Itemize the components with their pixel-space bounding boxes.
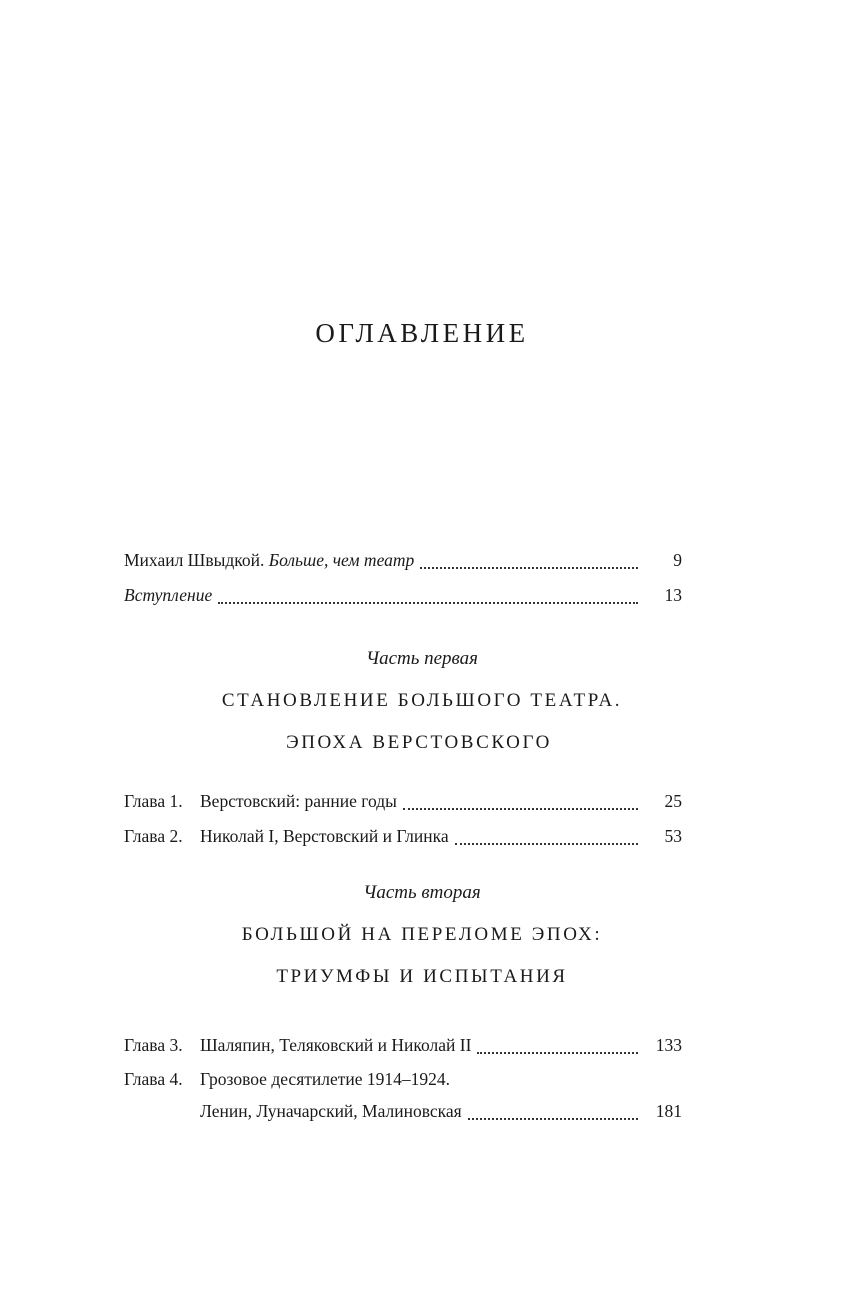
part-two-title-line-2: ТРИУМФЫ И ИСПЫТАНИЯ xyxy=(276,966,568,987)
toc-entry-text: Шаляпин, Теляковский и Николай II xyxy=(200,1035,472,1055)
dot-leader xyxy=(477,1052,638,1054)
dot-leader xyxy=(218,602,638,604)
toc-entry-foreword[interactable] xyxy=(124,550,682,576)
chapter-number: Глава 2. xyxy=(124,826,183,846)
toc-entry-text: Грозовое десятилетие 1914–1924. xyxy=(200,1069,451,1089)
toc-entry-chapter-1[interactable] xyxy=(124,791,682,817)
toc-entry-chapter-4-continuation[interactable] xyxy=(200,1101,682,1127)
toc-entry-chapter-3[interactable] xyxy=(124,1035,682,1061)
part-two-label: Часть вторая xyxy=(363,882,481,903)
dot-leader xyxy=(468,1118,638,1120)
toc-entry-introduction[interactable] xyxy=(124,585,682,611)
toc-page-number: 9 xyxy=(673,550,682,570)
chapter-number: Глава 4. xyxy=(124,1069,183,1089)
part-one-title-line-1: СТАНОВЛЕНИЕ БОЛЬШОГО ТЕАТРА. xyxy=(221,690,623,711)
part-one-title-line-2: ЭПОХА ВЕРСТОВСКОГО xyxy=(286,732,552,753)
toc-page-number: 181 xyxy=(655,1101,682,1121)
toc-entry-title: Вступление xyxy=(124,585,213,605)
toc-entry-chapter-2[interactable] xyxy=(124,826,682,852)
dot-leader xyxy=(455,843,638,845)
toc-entry-text xyxy=(124,550,414,571)
chapter-number: Глава 3. xyxy=(124,1035,183,1055)
dot-leader xyxy=(420,567,638,569)
toc-entry-text: Ленин, Луначарский, Малиновская xyxy=(200,1101,462,1121)
toc-entry-text xyxy=(124,585,212,606)
toc-entry-title: Больше, чем театр xyxy=(268,550,415,570)
part-one-label: Часть первая xyxy=(365,648,479,669)
page-title: ОГЛАВЛЕНИЕ xyxy=(315,318,529,348)
toc-page-number: 53 xyxy=(664,826,682,846)
dot-leader xyxy=(403,808,638,810)
toc-entry-text: Николай I, Верстовский и Глинка xyxy=(200,826,449,846)
toc-entry-text: Верстовский: ранние годы xyxy=(200,791,397,811)
chapter-number: Глава 1. xyxy=(124,791,183,811)
toc-page-number: 133 xyxy=(655,1035,682,1055)
toc-entry-chapter-4[interactable] xyxy=(124,1069,682,1095)
toc-entry-author: Михаил Швыдкой. xyxy=(124,550,265,570)
toc-page-number: 25 xyxy=(664,791,682,811)
toc-page-number: 13 xyxy=(664,585,682,605)
part-two-title-line-1: БОЛЬШОЙ НА ПЕРЕЛОМЕ ЭПОХ: xyxy=(241,924,603,945)
